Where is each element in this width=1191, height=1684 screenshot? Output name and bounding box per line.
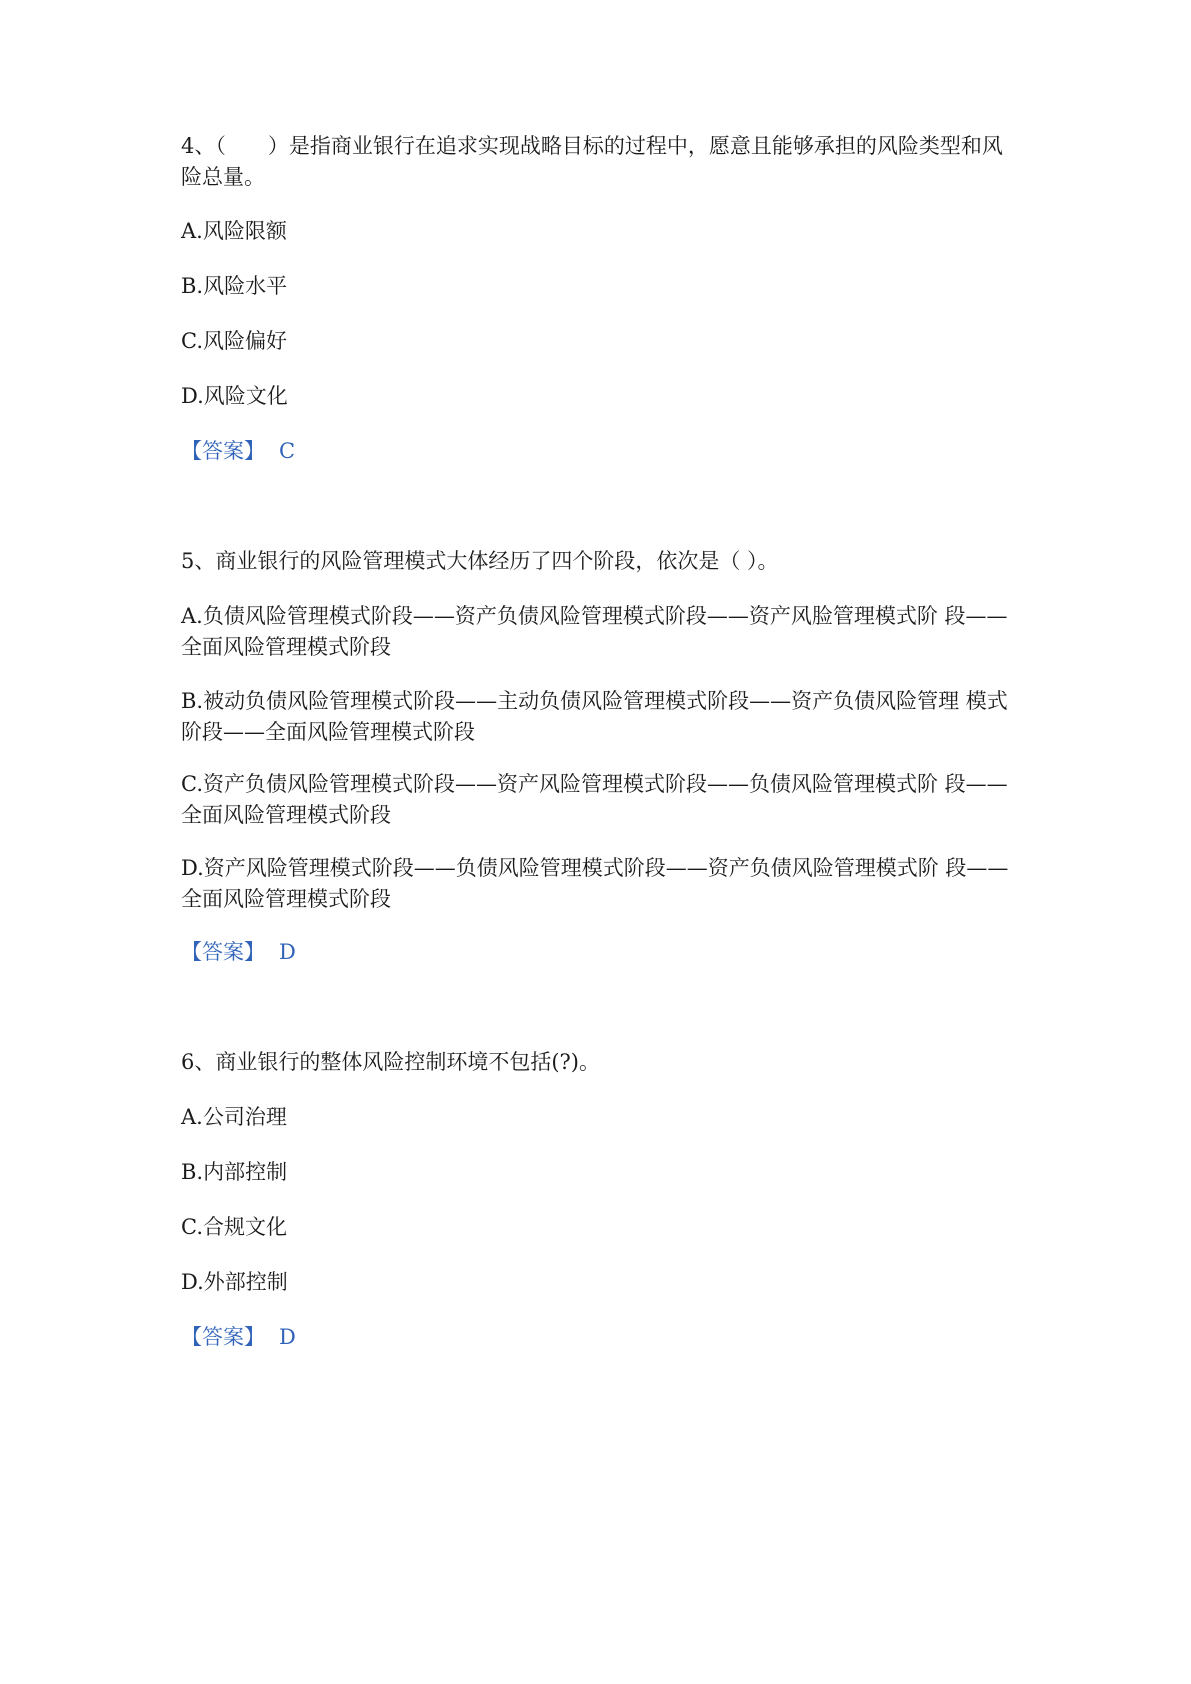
answer-letter: D [279,1325,296,1349]
question-4-stem: 4、（ ）是指商业银行在追求实现战略目标的过程中，愿意且能够承担的风险类型和风险总量。 [181,134,1003,189]
question-5-stem: 5、商业银行的风险管理模式大体经历了四个阶段，依次是（ ）。 [181,549,779,573]
question-4-option-b: B.风险水平 [181,274,288,298]
question-6-option-c: C.合规文化 [181,1215,287,1239]
question-5-option-d: D.资产风险管理模式阶段——负债风险管理模式阶段——资产负债风险管理模式阶 段——全面风险管理模式阶段 [181,856,1009,911]
question-4-option-c: C.风险偏好 [181,329,287,353]
question-5-option-c: C.资产负债风险管理模式阶段——资产风险管理模式阶段——负债风险管理模式阶 段——全面风险管理模式阶段 [181,772,1008,827]
question-4-option-a: A.风险限额 [181,219,287,243]
question-6-option-a: A.公司治理 [181,1105,287,1129]
question-6-option-b: B.内部控制 [181,1160,288,1184]
question-6-answer [181,1322,296,1353]
answer-label: 【答案】 [181,439,265,463]
question-4-option-d: D.风险文化 [181,384,288,408]
question-5-answer [181,937,296,968]
question-5-option-b: B.被动负债风险管理模式阶段——主动负债风险管理模式阶段——资产负债风险管理 模式阶段——全面风险管理模式阶段 [181,689,1008,744]
question-6-option-d: D.外部控制 [181,1270,288,1294]
question-6-stem: 6、商业银行的整体风险控制环境不包括(?)。 [181,1050,601,1074]
question-5-option-a: A.负债风险管理模式阶段——资产负债风险管理模式阶段——资产风脸管理模式阶 段——全面风险管理模式阶段 [181,604,1008,659]
answer-label: 【答案】 [181,940,265,964]
question-4-answer [181,436,295,467]
answer-label: 【答案】 [181,1325,265,1349]
answer-letter: D [279,940,296,964]
answer-letter: C [279,439,296,463]
